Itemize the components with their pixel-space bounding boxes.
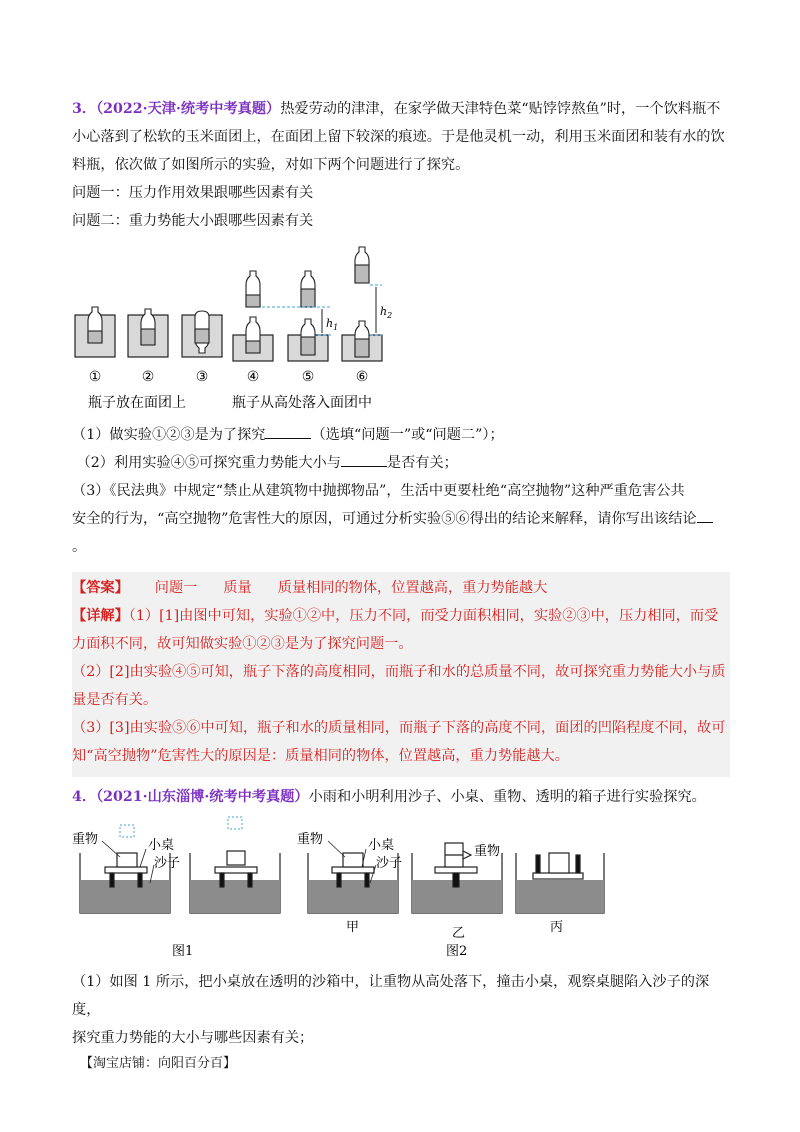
- q3-intro-line2: 小心落到了松软的玉米面团上，在面团上留下较深的痕迹。于是他灵机一动，利用玉米面团和装有水的饮: [72, 129, 725, 145]
- q3-sub2-b: 是否有关；: [386, 455, 458, 471]
- q4-intro: [72, 783, 732, 811]
- footer-shop: 【淘宝店铺：向阳百分百】: [80, 1056, 237, 1071]
- falling-weight-1: [120, 825, 134, 837]
- weight-label-yi: 重物: [474, 844, 501, 859]
- q3-sub3-l3: 。: [72, 539, 87, 555]
- detail-1-l1: （1）[1]由图中可知，实验①②中，压力不同，而受力面积相同，实验②③中，压力相同，而受: [128, 608, 719, 624]
- q3-sub3-l1: （3）《民法典》中规定“禁止从建筑物中抛掷物品”，生活中更要杜绝“高空抛物”这种严重危害公共: [72, 483, 685, 499]
- weight-label-fig2: 重物: [297, 832, 324, 847]
- caption-right: 瓶子从高处落入面团中: [232, 395, 372, 411]
- label-fig1: 图1: [172, 944, 194, 959]
- q3-sub2-blank: [341, 452, 387, 467]
- q3-problem1: 问题一：压力作用效果跟哪些因素有关: [72, 185, 314, 201]
- exp-label-4: ④: [246, 369, 260, 385]
- exp-label-1: ①: [88, 369, 102, 385]
- q4-number: 4．: [72, 789, 97, 805]
- label-fig2: 图2: [446, 944, 468, 959]
- q3-sub1-b: （选填“问题一”或“问题二”）；: [311, 427, 504, 443]
- table-label-fig1: 小桌: [148, 838, 175, 853]
- detail-3-l1: （3）[3]由实验⑤⑥中可知，瓶子和水的质量相同，而瓶子下落的高度不同，面团的凹陷程度不同，故可: [72, 720, 726, 736]
- table-label-fig2: 小桌: [368, 838, 395, 853]
- exp-label-2: ②: [141, 369, 155, 385]
- detail-3-l2: 知“高空抛物”危害性大的原因是：质量相同的物体，位置越高，重力势能越大。: [72, 748, 569, 764]
- exp-label-3: ③: [195, 369, 209, 385]
- q3-sub1-blank: [265, 424, 311, 439]
- falling-weight-2: [228, 817, 242, 829]
- exp-label-5: ⑤: [301, 369, 315, 385]
- q4-intro-text: 小雨和小明利用沙子、小桌、重物、透明的箱子进行实验探究。: [308, 789, 706, 805]
- q3-sub3-l2: 安全的行为，“高空抛物”危害性大的原因，可通过分析实验⑤⑥得出的结论来解释，请你写出该结论: [72, 511, 697, 527]
- q3-intro-line3: 料瓶，依次做了如图所示的实验，对如下两个问题进行了探究。: [72, 157, 470, 173]
- q3-sub1-a: （1）做实验①②③是为了探究: [72, 427, 266, 443]
- q3-source: （2022·天津·统考中考真题）: [96, 101, 281, 117]
- detail-2-l2: 量是否有关。: [72, 692, 158, 708]
- q4-sandbox-figure: [70, 815, 610, 965]
- answer-3: 质量相同的物体，位置越高，重力势能越大: [277, 580, 548, 596]
- caption-left: 瓶子放在面团上: [88, 395, 186, 411]
- q4-sub1-l2: 探究重力势能的大小与哪些因素有关；: [72, 1030, 314, 1046]
- detail-tag: 【详解】: [72, 608, 129, 624]
- answer-tag: 【答案】: [72, 580, 129, 596]
- h1-label: $h_1$: [326, 317, 339, 332]
- q4-sub1-l1: （1）如图 1 所示，把小桌放在透明的沙箱中，让重物从高处落下，撞击小桌，观察桌腿陷入沙子的深度，: [72, 974, 710, 1018]
- exp-label-6: ⑥: [355, 369, 369, 385]
- label-bing: 丙: [550, 920, 564, 935]
- answer-1: 问题一: [154, 580, 198, 596]
- q3-sub3-blank: [697, 508, 713, 523]
- q3-subquestions: [72, 421, 732, 561]
- answer-2: 质量: [223, 580, 252, 596]
- q4-sub1: [72, 968, 732, 1052]
- answer-content: [72, 574, 732, 770]
- q3-intro-line1: 热爱劳动的津津，在家学做天津特色菜“贴饽饽熬鱼”时，一个饮料瓶不: [280, 101, 721, 117]
- q3-sub2-a: （2）利用实验④⑤可探究重力势能大小与: [76, 455, 341, 471]
- label-jia: 甲: [346, 920, 360, 935]
- weight-label-fig1: 重物: [72, 832, 99, 847]
- q3-number: 3．: [72, 101, 97, 117]
- sand-label-fig1: 沙子: [154, 856, 181, 871]
- detail-2-l1: （2）[2]由实验④⑤可知，瓶子下落的高度相同，而瓶子和水的总质量不同，故可探究重力势能大小与质: [72, 664, 726, 680]
- sand-label-fig2: 沙子: [376, 856, 403, 871]
- q3-problem2: 问题二：重力势能大小跟哪些因素有关: [72, 213, 314, 229]
- q4-source: （2021·山东淄博·统考中考真题）: [96, 789, 309, 805]
- q3-bottle-figure: [70, 245, 400, 415]
- label-yi: 乙: [452, 926, 466, 941]
- h2-label: $h_2$: [380, 305, 393, 320]
- detail-1-l2: 力面积不同，故可知做实验①②③是为了探究问题一。: [72, 636, 413, 652]
- q3-intro: [72, 95, 732, 235]
